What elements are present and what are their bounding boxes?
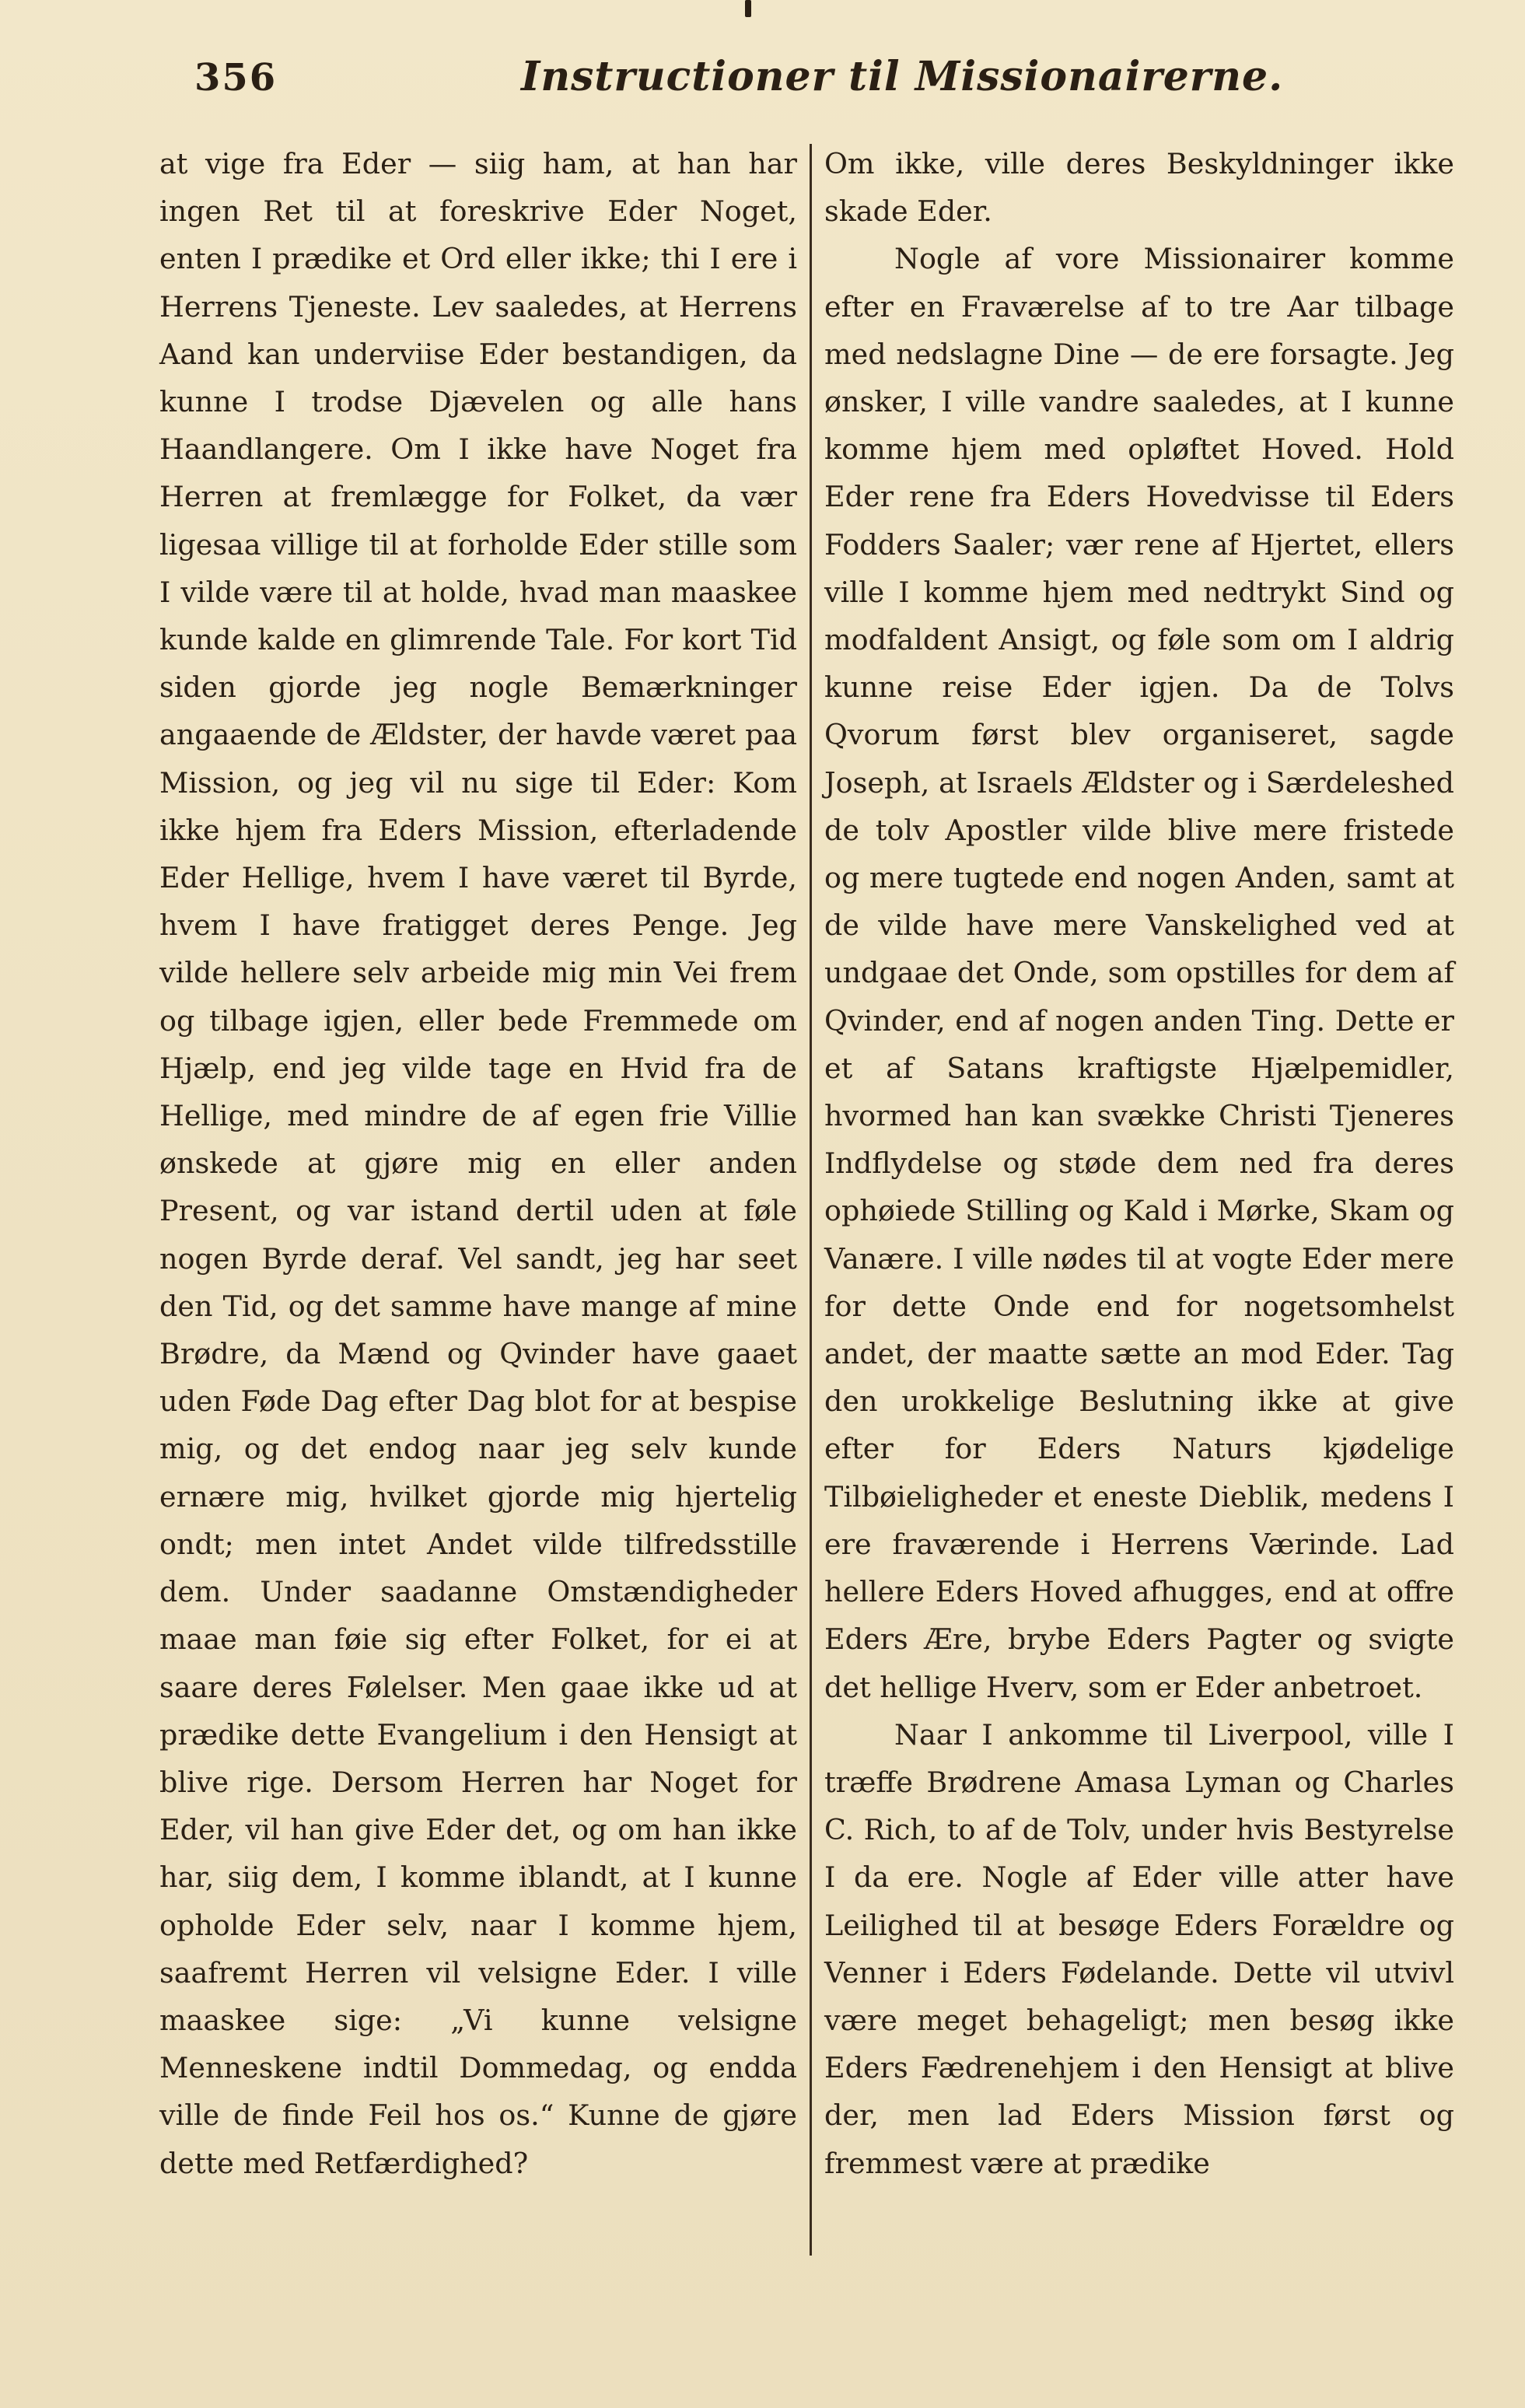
left-column xyxy=(159,140,797,2187)
page-header xyxy=(194,48,1424,110)
right-paragraph-1: Om ikke, ville deres Beskyldninger ikke skade Eder. xyxy=(824,147,1454,229)
ink-mark xyxy=(745,0,751,17)
right-paragraph-2: Nogle af vore Missionairer komme efter en Fraværelse af to tre Aar tilbage med nedslagne Dine — de ere forsagte. Jeg ønsker, I ville vandre saaledes, at I kunne komme hjem med opløftet Hoved. Hold Eder rene fra Eders Hovedvisse til Eders Fodders Saaler; vær rene af Hjertet, ellers ville I komme hjem med nedtrykt Sind og modfaldent Ansigt, og føle som om I aldrig kunne reise Eder igjen. Da de Tolvs Qvorum først blev organiseret, sagde Joseph, at Israels Ældster og i Særdeleshed de tolv Apostler vilde blive mere fristede og mere tugtede end nogen Anden, samt at de vilde have mere Vanskelighed ved at undgaae det Onde, som opstilles for dem af Qvinder, end af nogen anden Ting. Dette er et af Satans kraftigste Hjælpemidler, hvormed han kan svække Christi Tjeneres Indflydelse og støde dem ned fra deres ophøiede Stilling og Kald i Mørke, Skam og Vanære. I ville nødes til at vogte Eder mere for dette Onde end for nogetsomhelst andet, der maatte sætte an mod Eder. Tag den urokkelige Beslutning ikke at give efter for Eders Naturs kjødelige Tilbøieligheder et eneste Dieblik, medens I ere fraværende i Herrens Værinde. Lad hellere Eders Hoved afhugges, end at offre Eders Ære, brybe Eders Pagter og svigte det hellige Hverv, som er Eder anbetroet. xyxy=(824,242,1454,1704)
page-number: 356 xyxy=(194,56,278,100)
right-column xyxy=(824,140,1454,2187)
right-paragraph-3: Naar I ankomme til Liverpool, ville I træffe Brødrene Amasa Lyman og Charles C. Rich, to af de Tolv, under hvis Bestyrelse I da ere. Nogle af Eder ville atter have Leilighed til at besøge Eders Forældre og Venner i Eders Fødelande. Dette vil utvivl være meget behageligt; men besøg ikke Eders Fædrenehjem i den Hensigt at blive der, men lad Eders Mission først og fremmest være at prædike xyxy=(824,1717,1454,2180)
column-divider xyxy=(810,144,812,2256)
left-paragraph-1: at vige fra Eder — siig ham, at han har ingen Ret til at foreskrive Eder Noget, enten I prædike et Ord eller ikke; thi I ere i Herrens Tjeneste. Lev saaledes, at Herrens Aand kan underviise Eder bestandigen, da kunne I trodse Djævelen og alle hans Haandlangere. Om I ikke have Noget fra Herren at fremlægge for Folket, da vær ligesaa villige til at forholde Eder stille som I vilde være til at holde, hvad man maaskee kunde kalde en glimrende Tale. For kort Tid siden gjorde jeg nogle Bemærkninger angaaende de Ældster, der havde været paa Mission, og jeg vil nu sige til Eder: Kom ikke hjem fra Eders Mission, efterladende Eder Hellige, hvem I have været til Byrde, hvem I have fratigget deres Penge. Jeg vilde hellere selv arbeide mig min Vei frem og tilbage igjen, eller bede Fremmede om Hjælp, end jeg vilde tage en Hvid fra de Hellige, med mindre de af egen frie Villie ønskede at gjøre mig en eller anden Present, og var istand dertil uden at føle nogen Byrde deraf. Vel sandt, jeg har seet den Tid, og det samme have mange af mine Brødre, da Mænd og Qvinder have gaaet uden Føde Dag efter Dag blot for at bespise mig, og det endog naar jeg selv kunde ernære mig, hvilket gjorde mig hjertelig ondt; men intet Andet vilde tilfredsstille dem. Under saadanne Omstændigheder maae man føie sig efter Folket, for ei at saare deres Følelser. Men gaae ikke ud at prædike dette Evangelium i den Hensigt at blive rige. Dersom Herren har Noget for Eder, vil han give Eder det, og om han ikke har, siig dem, I komme iblandt, at I kunne opholde Eder selv, naar I komme hjem, saafremt Herren vil velsigne Eder. I ville maaskee sige: „Vi kunne velsigne Menneskene indtil Dommedag, og endda ville de finde Feil hos os.“ Kunne de gjøre dette med Retfærdighed? xyxy=(159,147,797,2180)
running-title: Instructioner til Missionairerne. xyxy=(521,53,1284,100)
